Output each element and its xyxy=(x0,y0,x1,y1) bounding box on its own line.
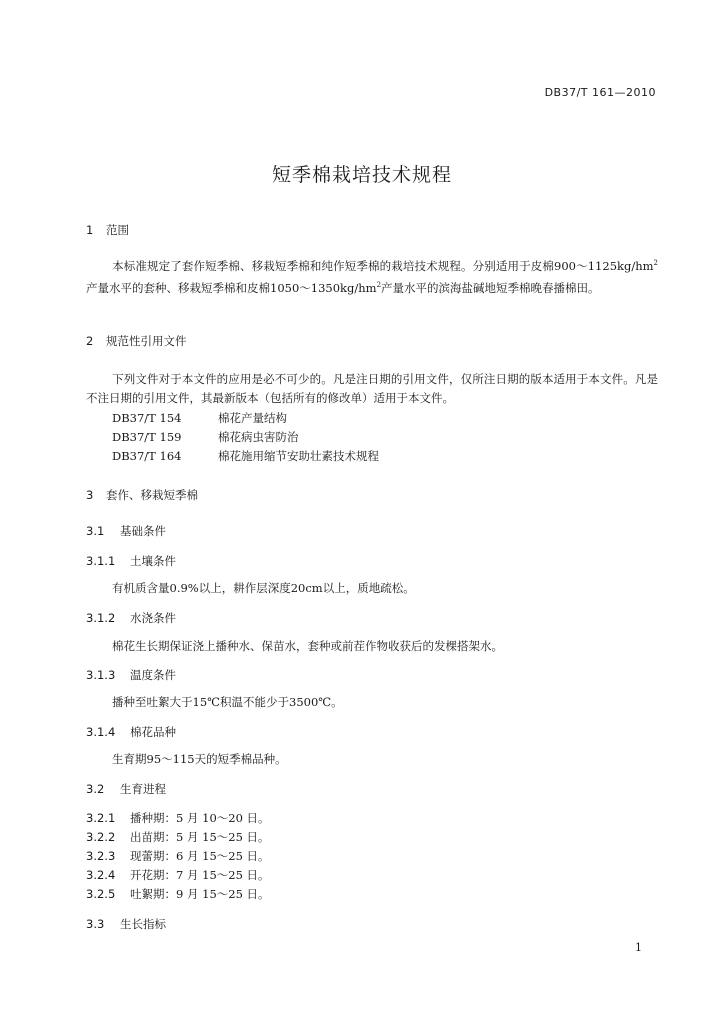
section-number: 3.2.4 xyxy=(86,868,116,882)
subsection-3-1-1-heading xyxy=(86,553,176,569)
text-run: 产量水平的滨海盐碱地短季棉晚春播棉田。 xyxy=(381,280,600,295)
standard-code: DB37/T 161—2010 xyxy=(544,86,656,99)
stage-date: 9 月 15～25 日。 xyxy=(176,887,270,901)
growth-stage-item xyxy=(86,867,270,883)
growth-stage-item xyxy=(86,810,270,826)
section-number: 3.1.2 xyxy=(86,611,116,625)
section-number: 2 xyxy=(86,334,94,348)
reference-title: 棉花产量结构 xyxy=(218,411,287,425)
section-title: 套作、移栽短季棉 xyxy=(106,488,198,502)
section-number: 1 xyxy=(86,223,94,237)
section-number: 3.1.3 xyxy=(86,668,116,682)
stage-term: 现蕾期： xyxy=(130,849,176,863)
reference-item xyxy=(112,429,299,445)
section-3-heading xyxy=(86,487,198,503)
section-title: 棉花品种 xyxy=(130,725,176,739)
reference-title: 棉花病虫害防治 xyxy=(218,430,299,444)
section-number: 3.1.4 xyxy=(86,725,116,739)
growth-stage-item xyxy=(86,886,270,902)
section-1-paragraph xyxy=(86,254,658,298)
subsection-3-1-3-heading xyxy=(86,667,176,683)
growth-stage-item xyxy=(86,829,270,845)
section-number: 3.2.3 xyxy=(86,849,116,863)
superscript: 2 xyxy=(376,280,382,289)
stage-term: 吐絮期： xyxy=(130,887,176,901)
subsection-3-1-heading xyxy=(86,523,166,539)
stage-date: 7 月 15～25 日。 xyxy=(176,868,270,882)
section-title: 生育进程 xyxy=(120,782,166,796)
reference-item xyxy=(112,410,287,426)
section-title: 土壤条件 xyxy=(130,554,176,568)
temperature-condition-text: 播种至吐絮大于15℃积温不能少于3500℃。 xyxy=(112,695,343,709)
stage-term: 播种期： xyxy=(130,811,176,825)
reference-code: DB37/T 164 xyxy=(112,449,182,463)
soil-condition-text: 有机质含量0.9%以上，耕作层深度20cm以上，质地疏松。 xyxy=(112,581,415,595)
stage-date: 5 月 15～25 日。 xyxy=(176,830,270,844)
section-1-heading xyxy=(86,222,129,238)
section-title: 生长指标 xyxy=(120,917,166,931)
section-2-paragraph xyxy=(86,370,658,408)
reference-title: 棉花施用缩节安助壮素技术规程 xyxy=(218,449,379,463)
section-number: 3.3 xyxy=(86,917,105,931)
section-title: 范围 xyxy=(106,223,129,237)
section-number: 3.2.1 xyxy=(86,811,116,825)
stage-date: 6 月 15～25 日。 xyxy=(176,849,270,863)
page-number: 1 xyxy=(635,941,642,954)
section-title: 水浇条件 xyxy=(130,611,176,625)
subsection-3-3-heading xyxy=(86,916,166,932)
section-title: 规范性引用文件 xyxy=(106,334,187,348)
reference-code: DB37/T 159 xyxy=(112,430,182,444)
section-title: 温度条件 xyxy=(130,668,176,682)
text-run: 下列文件对于本文件的应用是必不可少的。凡是注日期的引用文件，仅所注日期的版本适用于本文件。凡是不注日期的引用文件，其最新版本（包括所有的修改单）适用于本文件。 xyxy=(86,372,658,405)
section-number: 3 xyxy=(86,488,94,502)
stage-date: 5 月 10～20 日。 xyxy=(176,811,270,825)
reference-code: DB37/T 154 xyxy=(112,411,182,425)
section-2-heading xyxy=(86,333,187,349)
subsection-3-2-heading xyxy=(86,781,166,797)
section-title: 基础条件 xyxy=(120,524,166,538)
section-number: 3.1.1 xyxy=(86,554,116,568)
superscript: 2 xyxy=(653,259,658,267)
subsection-3-1-2-heading xyxy=(86,610,176,626)
reference-item xyxy=(112,448,379,464)
cotton-variety-text: 生育期95～115天的短季棉品种。 xyxy=(112,752,287,766)
section-number: 3.2.5 xyxy=(86,887,116,901)
section-number: 3.2.2 xyxy=(86,830,116,844)
section-number: 3.1 xyxy=(86,524,105,538)
text-run: 本标准规定了套作短季棉、移栽短季棉和纯作短季棉的栽培技术规程。分别适用于皮棉900～1125kg/hm xyxy=(112,258,654,273)
stage-term: 开花期： xyxy=(130,868,176,882)
growth-stage-item xyxy=(86,848,270,864)
stage-term: 出苗期： xyxy=(130,830,176,844)
section-number: 3.2 xyxy=(86,782,105,796)
page-title: 短季棉栽培技术规程 xyxy=(271,164,452,186)
irrigation-condition-text: 棉花生长期保证浇上播种水、保苗水，套种或前茬作物收获后的发棵搭架水。 xyxy=(112,639,503,653)
text-run: 产量水平的套种、移栽短季棉和皮棉1050～1350kg/hm xyxy=(86,280,377,295)
subsection-3-1-4-heading xyxy=(86,724,176,740)
